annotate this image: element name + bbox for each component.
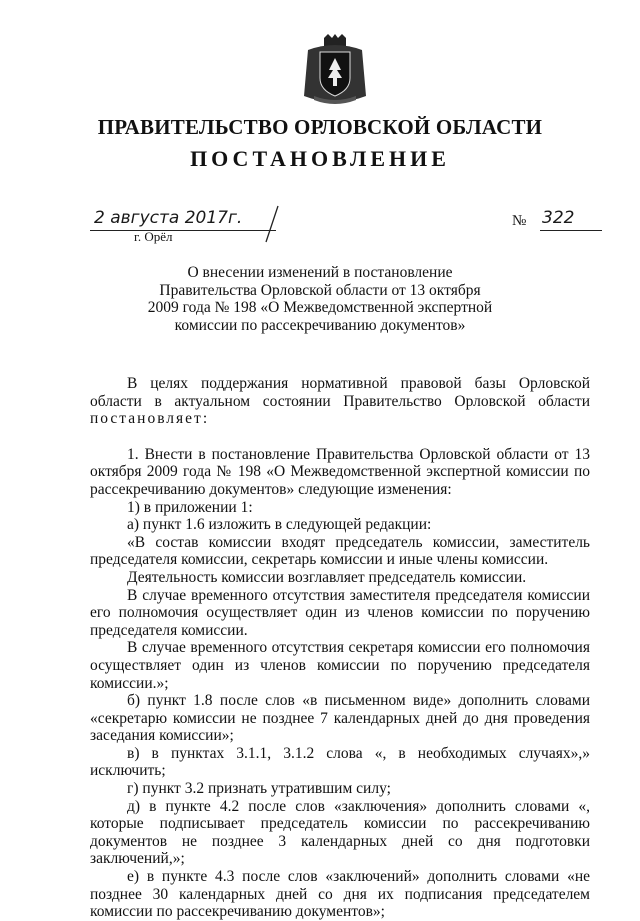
subject-line: О внесении изменений в постановление — [187, 264, 453, 281]
city-label: г. Орёл — [134, 229, 173, 244]
date-field — [90, 206, 282, 234]
date-handwritten: 2 августа 2017г. — [94, 208, 243, 228]
preamble-paragraph — [90, 375, 590, 428]
body-paragraph: В случае временного отсутствия заместителя председателя комиссии его полномочия осуществляет один из членов комиссии по поручению председателя комиссии. — [90, 586, 590, 639]
body-paragraph: 1. Внести в постановление Правительства Орловской области от 13 октября 2009 года № 198 «О Межведомственной экспертной комиссии по рассекречиванию документов» следующие изменения: — [90, 445, 590, 498]
number-underline — [540, 230, 602, 231]
body-paragraph: а) пункт 1.6 изложить в следующей редакции: — [127, 516, 432, 534]
preamble-emphasis: постановляет: — [90, 410, 210, 428]
subject-line: Правительства Орловской области от 13 октября — [159, 281, 481, 299]
preamble-text: В целях поддержания нормативной правовой базы Орловской области в актуальном состоянии Правительство Орловской области — [90, 375, 590, 410]
body-paragraph: б) пункт 1.8 после слов «в письменном виде» дополнить словами «секретарю комиссии не позднее 7 календарных дней до дня проведения заседания комиссии»; — [90, 692, 590, 745]
number-handwritten: 322 — [542, 208, 575, 228]
body-paragraph: Деятельность комиссии возглавляет председатель комиссии. — [127, 568, 527, 586]
body-paragraph: г) пункт 3.2 признать утратившим силу; — [127, 780, 391, 798]
number-sign: № — [512, 213, 527, 229]
date-underline — [90, 230, 276, 231]
document-number-field — [512, 208, 612, 234]
body-paragraph: е) в пункте 4.3 после слов «заключений» дополнить словами «не позднее 30 календарных дней со дня их подписания председателем комиссии по рассекречиванию документов»; — [90, 868, 590, 921]
document-subject — [0, 264, 640, 334]
body-paragraph: 1) в приложении 1: — [127, 498, 253, 516]
body-paragraph: д) в пункте 4.2 после слов «заключения» дополнить словами «, которые подписывает председатель комиссии по рассекречиванию документов не позднее 3 календарных дней со дня подготовки заключений,»; — [90, 797, 590, 868]
document-type-title: ПОСТАНОВЛЕНИЕ — [190, 146, 450, 171]
document-body — [90, 375, 590, 921]
coat-of-arms-emblem — [302, 34, 368, 108]
date-slash-mark — [262, 204, 282, 244]
body-paragraph: в) в пунктах 3.1.1, 3.1.2 слова «, в необходимых случаях»,» исключить; — [90, 744, 590, 780]
subject-line: 2009 года № 198 «О Межведомственной экспертной — [147, 299, 493, 316]
body-paragraph: В случае временного отсутствия секретаря комиссии его полномочия осуществляет один из членов комиссии по поручению председателя комиссии.»; — [90, 639, 590, 692]
organization-title: ПРАВИТЕЛЬСТВО ОРЛОВСКОЙ ОБЛАСТИ — [97, 115, 543, 139]
subject-line: комиссии по рассекречиванию документов» — [174, 316, 466, 334]
body-paragraph: «В состав комиссии входят председатель комиссии, заместитель председателя комиссии, секретарь комиссии и иные члены комиссии. — [90, 533, 590, 569]
